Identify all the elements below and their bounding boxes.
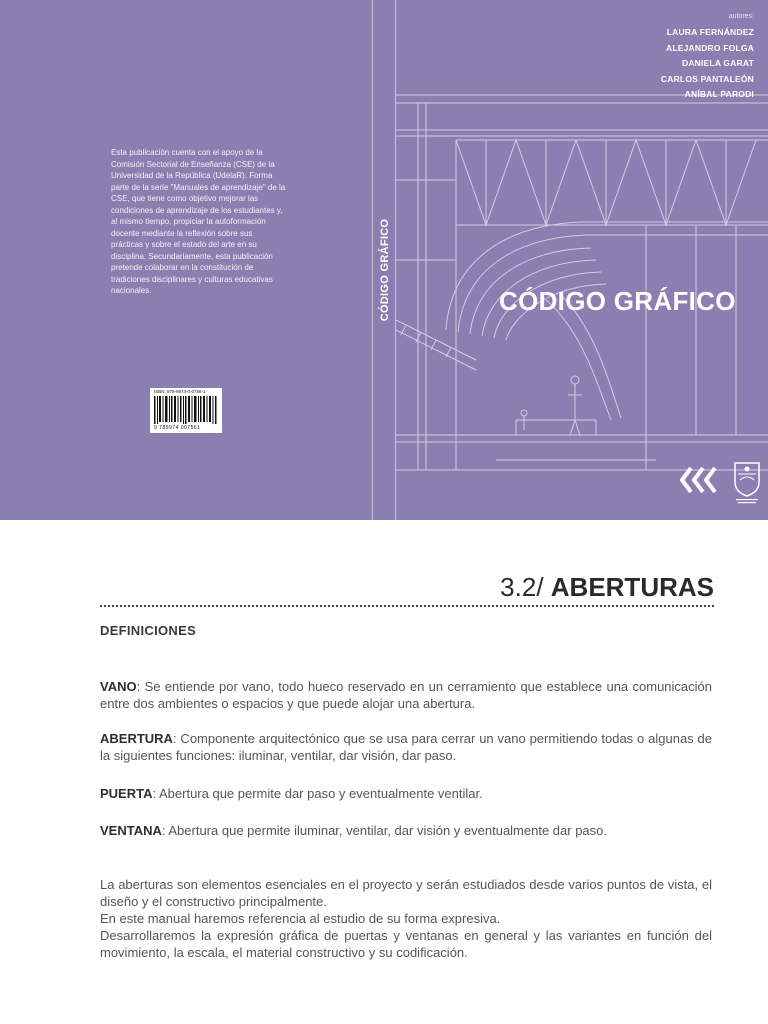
definition-puerta: [100, 785, 712, 802]
cse-logo-icon: [677, 462, 721, 498]
udelar-shield-icon: [732, 460, 762, 506]
section-name: ABERTURAS: [550, 572, 714, 602]
definition-text: : Abertura que permite dar paso y eventualmente ventilar.: [152, 786, 483, 801]
isbn-digits: 9 789974 007561: [154, 425, 201, 431]
document-page: [0, 520, 768, 1024]
author-name: CARLOS PANTALEÓN: [660, 73, 754, 84]
isbn-barcode: [150, 388, 222, 433]
definition-text: : Abertura que permite iluminar, ventilar, dar visión y eventualmente dar paso.: [161, 823, 608, 838]
dotted-divider: [100, 605, 714, 607]
author-name: ANÍBAL PARODI: [684, 89, 754, 99]
paragraph: La aberturas son elementos esenciales en el proyecto y serán estudiados desde varios puntos de vista, el diseño y el constructivo principalmente.: [100, 877, 712, 909]
back-cover-blurb: Esta publicación cuenta con el apoyo de la Comisión Sectorial de Enseñanza (CSE) de la Universidad de la República (UdelaR). Forma parte de la serie "Manuales de aprendizaje" de la CSE, que tiene como objetivo mejorar las condiciones de aprendizaje de los estudiantes y, al mismo tiempo, propiciar la autoformación docente mediante la reflexión sobre sus prácticas y sobre el estado del arte en su disciplina. Secundariamente, esta publicación pretende colaborar en la constitución de tradiciones disciplinares y culturas educativas nacionales.: [111, 148, 286, 295]
definition-term: VANO: [100, 679, 137, 694]
definition-text: : Se entiende por vano, todo hueco reservado en un cerramiento que establece una comunicación entre dos ambientes o espacios y que puede alojar una abertura.: [100, 679, 712, 711]
definition-text: : Componente arquitectónico que se usa para cerrar un vano permitiendo todas o algunas de la siguientes funciones: iluminar, ventilar, dar visión, dar paso.: [100, 731, 712, 763]
body-text: [100, 876, 712, 961]
paragraph: En este manual haremos referencia al estudio de su forma expresiva.: [100, 911, 501, 926]
section-title: [500, 572, 714, 603]
book-spine: [372, 0, 396, 520]
definition-term: VENTANA: [100, 823, 162, 838]
barcode-bars-icon: [154, 396, 218, 424]
author-name: DANIELA GARAT: [681, 58, 754, 68]
paragraph: Desarrollaremos la expresión gráfica de puertas y ventanas en general y las variantes en función del movimiento, la escala, el material constructivo y su codificación.: [100, 928, 712, 960]
spine-title: CÓDIGO GRÁFICO: [379, 218, 391, 322]
definition-term: PUERTA: [100, 786, 153, 801]
definition-ventana: [100, 822, 712, 839]
section-number: 3.2/: [500, 572, 551, 602]
front-cover: [396, 0, 768, 520]
authors-list: [661, 25, 754, 103]
definition-term: ABERTURA: [100, 731, 173, 746]
author-name: LAURA FERNÁNDEZ: [666, 27, 754, 37]
isbn-label: ISBN: 978-9974-0-0756-1: [154, 389, 206, 394]
front-cover-title: CÓDIGO GRÁFICO: [499, 286, 736, 316]
definition-abertura: [100, 730, 712, 764]
definitions-heading: DEFINICIONES: [100, 623, 197, 638]
definition-vano: [100, 678, 712, 712]
author-name: ALEJANDRO FOLGA: [666, 42, 754, 53]
authors-label: autores:: [728, 13, 754, 20]
back-cover: [0, 0, 372, 520]
